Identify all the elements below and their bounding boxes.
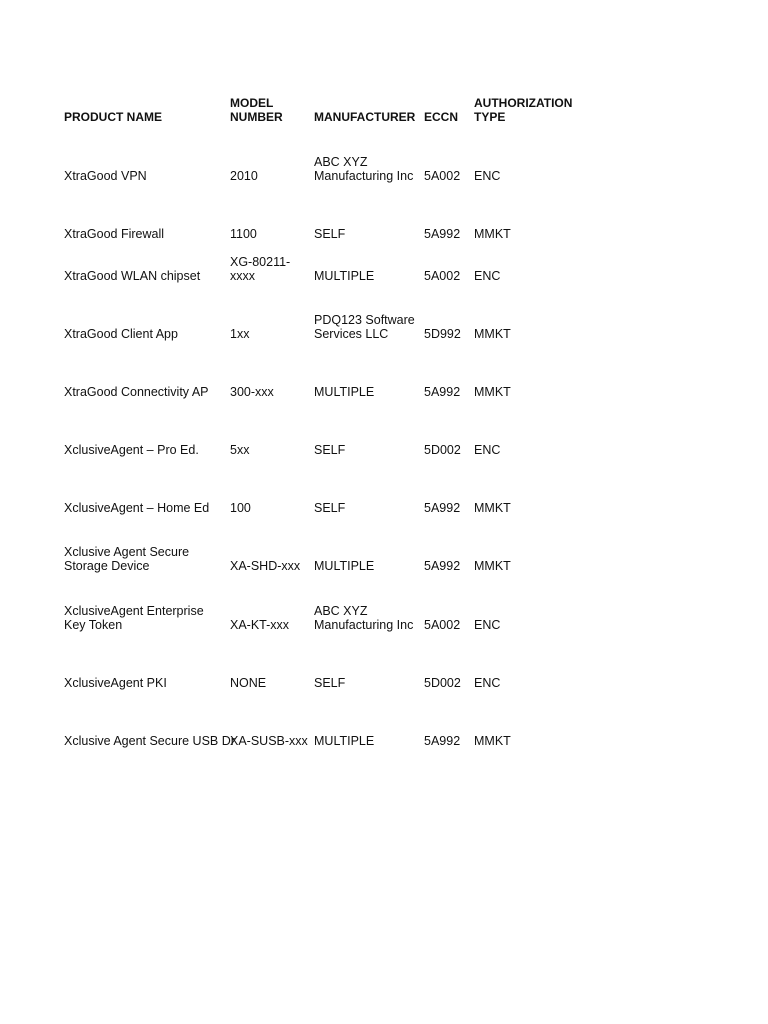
- cell-eccn: 5A992: [424, 227, 461, 241]
- cell-authorization-type: MMKT: [474, 227, 511, 241]
- cell-manufacturer: SELF: [314, 227, 346, 241]
- cell-authorization-type: MMKT: [474, 734, 511, 748]
- cell-eccn: 5D992: [424, 327, 461, 341]
- cell-eccn: 5A002: [424, 169, 461, 183]
- header-manufacturer: MANUFACTURER: [314, 110, 416, 124]
- cell-product-name: Xclusive Agent Secure USB Dr: [64, 734, 235, 748]
- cell-model-number: 5xx: [230, 443, 250, 457]
- cell-manufacturer: MULTIPLE: [314, 385, 375, 399]
- header-product-name: PRODUCT NAME: [64, 110, 162, 124]
- cell-model-number: 1100: [230, 227, 257, 241]
- cell-authorization-type: MMKT: [474, 501, 511, 515]
- cell-product-name: XtraGood Client App: [64, 327, 178, 341]
- cell-eccn: 5A002: [424, 618, 461, 632]
- cell-model-number: 100: [230, 501, 251, 515]
- cell-authorization-type: ENC: [474, 676, 501, 690]
- cell-eccn: 5A992: [424, 559, 461, 573]
- header-model-number: MODEL NUMBER: [230, 96, 283, 124]
- cell-authorization-type: MMKT: [474, 327, 511, 341]
- cell-eccn: 5A992: [424, 501, 461, 515]
- cell-authorization-type: ENC: [474, 443, 501, 457]
- cell-manufacturer: SELF: [314, 443, 346, 457]
- cell-authorization-type: MMKT: [474, 559, 511, 573]
- cell-product-name: XtraGood Firewall: [64, 227, 165, 241]
- cell-manufacturer: ABC XYZ Manufacturing Inc: [314, 604, 414, 632]
- cell-eccn: 5A992: [424, 734, 461, 748]
- cell-manufacturer: SELF: [314, 501, 346, 515]
- cell-product-name: Xclusive Agent Secure Storage Device: [64, 545, 190, 573]
- cell-product-name: XtraGood WLAN chipset: [64, 269, 201, 283]
- cell-eccn: 5A992: [424, 385, 461, 399]
- cell-model-number: XG-80211- xxxx: [230, 255, 291, 283]
- cell-product-name: XclusiveAgent PKI: [64, 676, 167, 690]
- cell-manufacturer: ABC XYZ Manufacturing Inc: [314, 155, 414, 183]
- cell-manufacturer: MULTIPLE: [314, 269, 375, 283]
- cell-eccn: 5A002: [424, 269, 461, 283]
- header-eccn: ECCN: [424, 110, 459, 124]
- cell-product-name: XclusiveAgent – Pro Ed.: [64, 443, 199, 457]
- cell-eccn: 5D002: [424, 443, 461, 457]
- cell-model-number: NONE: [230, 676, 267, 690]
- cell-model-number: XA-SHD-xxx: [230, 559, 301, 573]
- cell-product-name: XtraGood Connectivity AP: [64, 385, 209, 399]
- cell-manufacturer: PDQ123 Software Services LLC: [314, 313, 415, 341]
- cell-model-number: 300-xxx: [230, 385, 274, 399]
- cell-product-name: XtraGood VPN: [64, 169, 147, 183]
- cell-model-number: XA-SUSB-xxx: [230, 734, 308, 748]
- cell-authorization-type: ENC: [474, 169, 501, 183]
- header-authorization-type: AUTHORIZATION TYPE: [474, 96, 573, 124]
- cell-manufacturer: MULTIPLE: [314, 734, 375, 748]
- cell-manufacturer: SELF: [314, 676, 346, 690]
- cell-model-number: XA-KT-xxx: [230, 618, 290, 632]
- cell-authorization-type: ENC: [474, 618, 501, 632]
- cell-product-name: XclusiveAgent Enterprise Key Token: [64, 604, 204, 632]
- cell-product-name: XclusiveAgent – Home Ed: [64, 501, 210, 515]
- cell-authorization-type: MMKT: [474, 385, 511, 399]
- cell-manufacturer: MULTIPLE: [314, 559, 375, 573]
- cell-authorization-type: ENC: [474, 269, 501, 283]
- cell-model-number: 2010: [230, 169, 258, 183]
- cell-model-number: 1xx: [230, 327, 250, 341]
- cell-eccn: 5D002: [424, 676, 461, 690]
